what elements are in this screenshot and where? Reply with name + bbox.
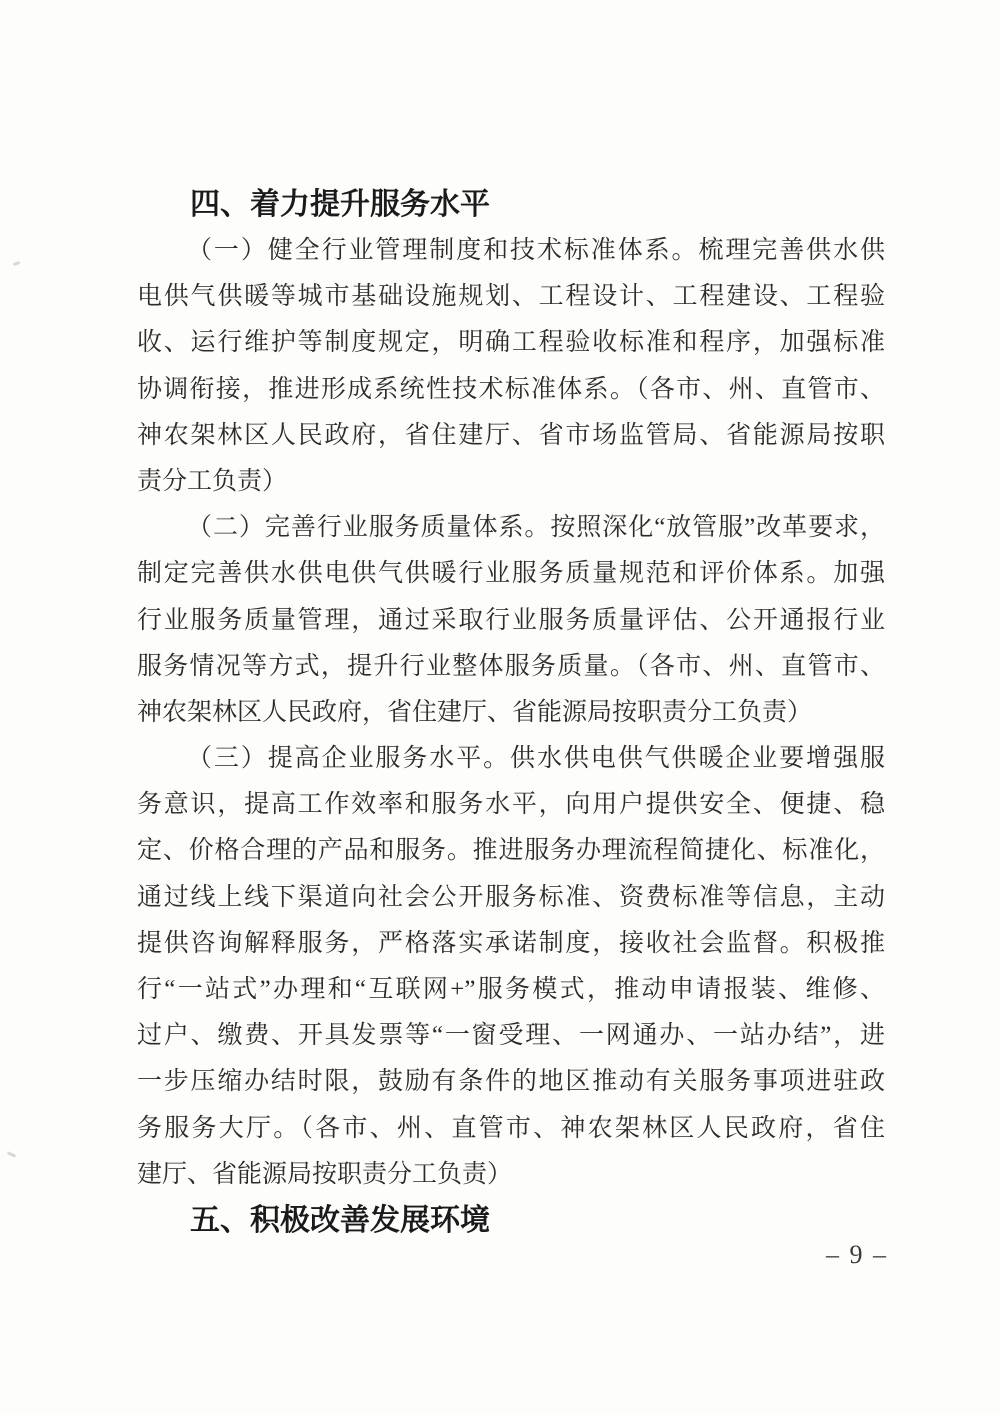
paragraph-3-line: 提供咨询解释服务，严格落实承诺制度，接收社会监督。积极推: [137, 929, 885, 957]
paragraph-3-line: 定、价格合理的产品和服务。推进服务办理流程简捷化、标准化，: [137, 837, 885, 865]
section-heading-4: 四、着力提升服务水平: [190, 188, 490, 221]
section-heading-5: 五、积极改善发展环境: [190, 1203, 490, 1237]
paragraph-3-line: 行“一站式”办理和“互联网+”服务模式，推动申请报装、维修、: [137, 976, 885, 1003]
paragraph-1-line: 电供气供暖等城市基础设施规划、工程设计、工程建设、工程验: [137, 283, 885, 311]
paragraph-1-line: （一）健全行业管理制度和技术标准体系。梳理完善供水供: [187, 237, 885, 264]
paragraph-3-line: 建厅、省能源局按职责分工负责）: [137, 1160, 513, 1188]
paragraph-3-line: 务意识，提高工作效率和服务水平，向用户提供安全、便捷、稳: [137, 791, 885, 819]
paragraph-3-line: 一步压缩办结时限，鼓励有条件的地区推动有关服务事项进驻政: [137, 1068, 885, 1096]
paragraph-2-line: 神农架林区人民政府，省住建厅、省能源局按职责分工负责）: [137, 698, 813, 726]
paragraph-2-line: （二）完善行业服务质量体系。按照深化“放管服”改革要求，: [187, 514, 885, 542]
page-number: – 9 –: [826, 1240, 888, 1269]
paragraph-1-line: 责分工负责）: [137, 467, 288, 495]
paragraph-1-line: 神农架林区人民政府，省住建厅、省市场监管局、省能源局按职: [137, 421, 885, 449]
paragraph-3-line: （三）提高企业服务水平。供水供电供气供暖企业要增强服: [187, 745, 885, 773]
paragraph-3-line: 通过线上线下渠道向社会公开服务标准、资费标准等信息，主动: [137, 883, 885, 911]
paragraph-3-line: 务服务大厅。（各市、州、直管市、神农架林区人民政府，省住: [137, 1114, 885, 1142]
paragraph-2-line: 服务情况等方式，提升行业整体服务质量。（各市、州、直管市、: [137, 652, 885, 680]
scan-artifact: [7, 1151, 16, 1158]
paragraph-3-line: 过户、缴费、开具发票等“一窗受理、一网通办、一站办结”，进: [137, 1022, 885, 1050]
document-body: [137, 182, 885, 1244]
scan-artifact: [13, 261, 21, 266]
paragraph-1-line: 协调衔接，推进形成系统性技术标准体系。（各市、州、直管市、: [137, 375, 885, 403]
paragraph-2-line: 行业服务质量管理，通过采取行业服务质量评估、公开通报行业: [137, 606, 885, 634]
paragraph-2-line: 制定完善供水供电供气供暖行业服务质量规范和评价体系。加强: [137, 560, 885, 588]
paragraph-1-line: 收、运行维护等制度规定，明确工程验收标准和程序，加强标准: [137, 329, 885, 357]
